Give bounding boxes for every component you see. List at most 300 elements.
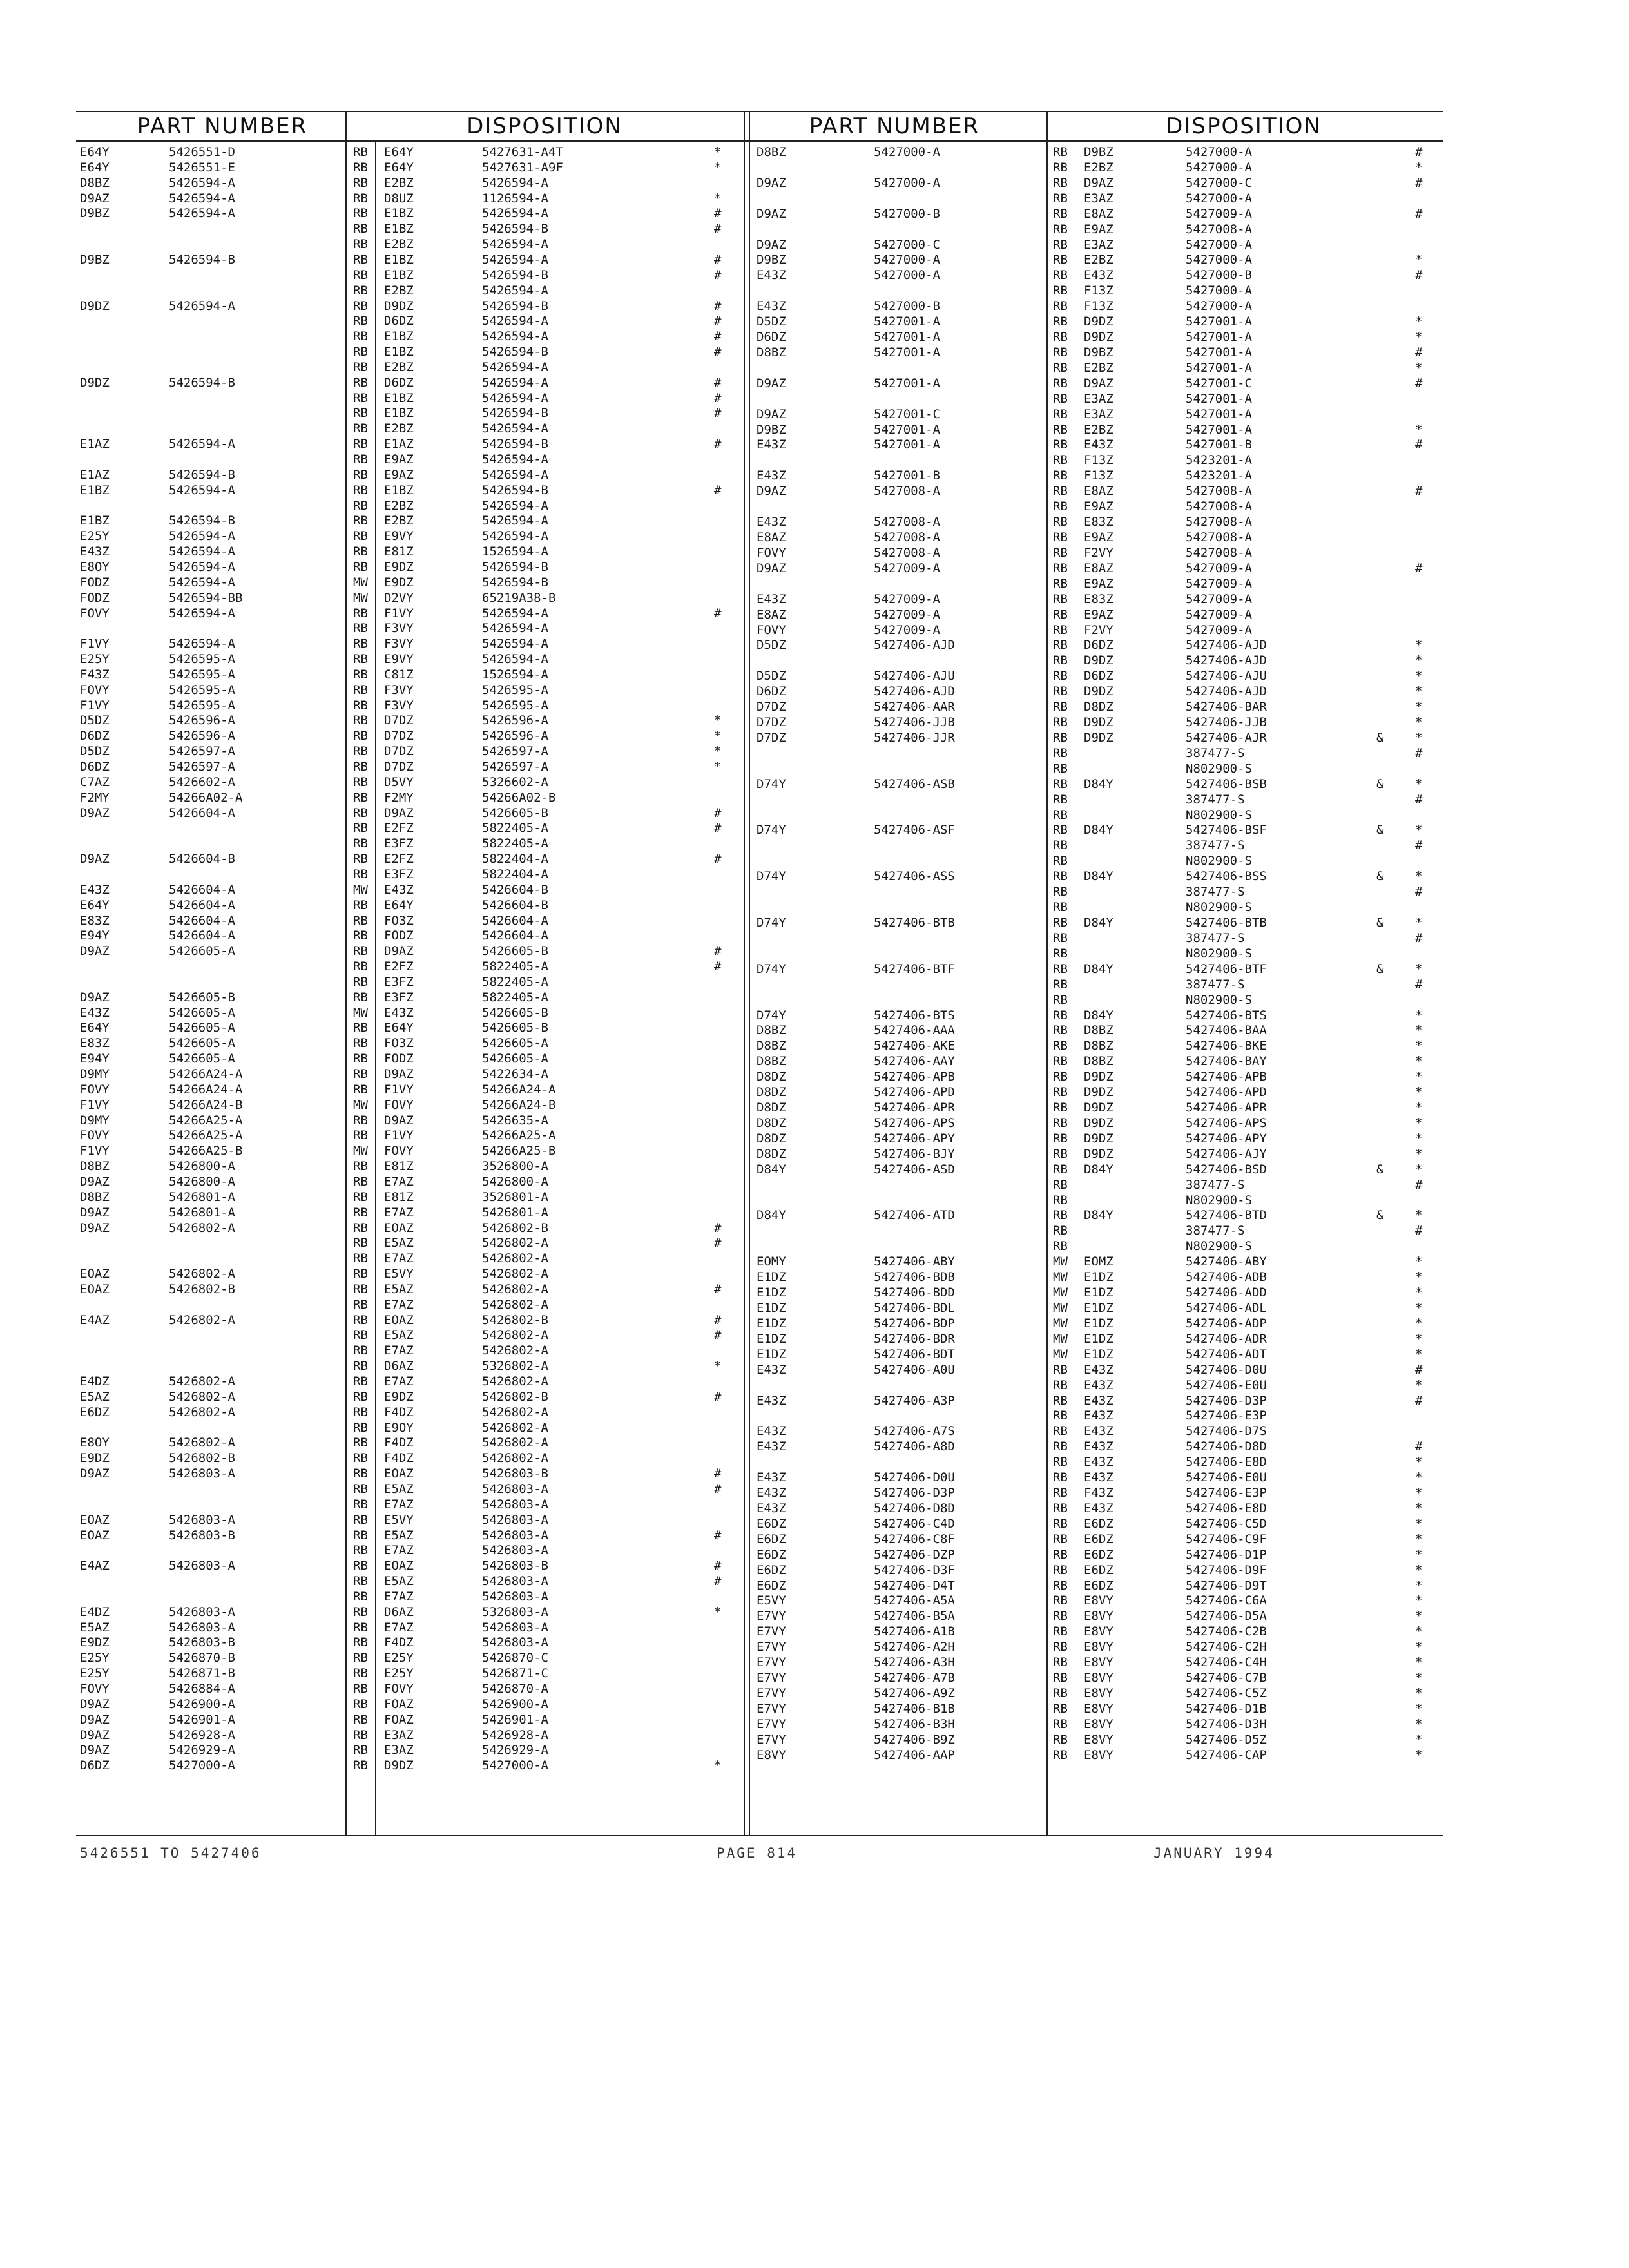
note-mark: # (714, 1328, 722, 1343)
part-code: D9AZ (80, 1727, 110, 1742)
page-range: 5426551 TO 5427406 (80, 1845, 262, 1861)
disposition-type: RB (353, 760, 368, 774)
disposition-type: RB (1053, 268, 1068, 283)
disposition-code: D9AZ (384, 1067, 414, 1081)
disposition-type: RB (1053, 360, 1068, 375)
part-number: 5426605-A (169, 1052, 235, 1066)
disposition-code: F13Z (1084, 284, 1113, 298)
disposition-type: RB (1053, 1716, 1068, 1731)
disposition-type: RB (353, 206, 368, 221)
disposition-number: 5427406-ADR (1186, 1331, 1267, 1346)
note-mark: * (1415, 700, 1423, 715)
note-mark: * (1415, 1023, 1423, 1038)
right-row (0, 1317, 1629, 1330)
part-number: 5427001-A (874, 437, 940, 452)
disposition-type: RB (1053, 977, 1068, 992)
disposition-code: E8AZ (1084, 484, 1113, 499)
note-mark: # (1415, 792, 1423, 807)
disposition-number: 5427406-BTS (1186, 1008, 1267, 1023)
disposition-code: E2BZ (384, 237, 414, 252)
note-mark: * (1415, 360, 1423, 375)
part-code: F43Z (80, 667, 110, 682)
disposition-number: N802900-S (1186, 992, 1252, 1007)
disposition-type: RB (1053, 499, 1068, 514)
right-row (0, 621, 1629, 637)
disposition-type: RB (353, 1651, 368, 1666)
disposition-type: RB (1053, 992, 1068, 1007)
disposition-type: RB (353, 1389, 368, 1404)
right-row (0, 608, 1629, 621)
right-row (0, 546, 1629, 559)
disposition-type: RB (353, 713, 368, 728)
part-number: 5426605-A (169, 1036, 235, 1051)
right-row (0, 1194, 1629, 1207)
disposition-type: RB (1053, 314, 1068, 329)
part-code: E1BZ (80, 483, 110, 497)
disposition-type: RB (1053, 1486, 1068, 1501)
disposition-number: N802900-S (1186, 807, 1252, 822)
disposition-code: E2BZ (384, 360, 414, 374)
right-row (0, 161, 1629, 174)
disposition-number: 5427406-E8D (1186, 1501, 1267, 1515)
note-mark: # (714, 1312, 722, 1327)
part-number: 5427406-BTS (874, 1008, 955, 1023)
note-mark: * (714, 744, 722, 759)
part-code: E43Z (80, 1005, 110, 1020)
disposition-code: F2VY (1084, 622, 1113, 637)
disposition-code: E7AZ (384, 1497, 414, 1512)
part-number: 5427406-BDL (874, 1301, 955, 1315)
disposition-type: RB (353, 790, 368, 805)
part-number: 5426594-A (169, 206, 235, 221)
disposition-number: 5427406-D5Z (1186, 1732, 1267, 1747)
note-mark: # (1415, 1362, 1423, 1377)
part-code: D9AZ (80, 852, 110, 867)
part-number: 5427406-D3F (874, 1562, 955, 1577)
disposition-code: E5AZ (384, 1236, 414, 1251)
part-number: 5426596-A (169, 729, 235, 744)
disposition-code: E3FZ (384, 990, 414, 1004)
disposition-code: E5AZ (384, 1481, 414, 1496)
part-number: 5427406-APY (874, 1131, 955, 1146)
note-mark: # (714, 390, 722, 405)
disposition-number: 5326602-A (482, 774, 548, 789)
disposition-number: 5426929-A (482, 1743, 548, 1758)
note-mark: * (1415, 1347, 1423, 1361)
right-row (0, 731, 1629, 744)
note-mark: * (714, 1604, 722, 1619)
part-number: 5427406-AKE (874, 1039, 955, 1053)
note-mark: * (1415, 1039, 1423, 1053)
part-code: FOVY (80, 1128, 110, 1143)
disposition-code: D7DZ (384, 729, 414, 744)
part-code: E43Z (757, 515, 786, 530)
disposition-code: E5AZ (384, 1282, 414, 1296)
right-row (0, 1425, 1629, 1437)
part-code: EOAZ (80, 1512, 110, 1527)
right-row (0, 1348, 1629, 1361)
part-code: D6DZ (757, 330, 786, 345)
disposition-code: E43Z (1084, 1424, 1113, 1439)
disposition-code: E81Z (384, 544, 414, 559)
part-number: 5427001-A (874, 376, 940, 390)
note-mark: * (714, 713, 722, 728)
disposition-type: RB (1053, 1115, 1068, 1130)
note-mark: # (714, 406, 722, 421)
disposition-code: E8AZ (1084, 561, 1113, 575)
part-code: D8BZ (80, 1189, 110, 1204)
right-row (0, 269, 1629, 282)
disposition-number: 5427001-A (1186, 314, 1252, 329)
disposition-number: 5426594-A (482, 637, 548, 651)
disposition-code: E9AZ (1084, 530, 1113, 544)
part-number: 5427000-A (874, 253, 940, 267)
disposition-number: 5427008-A (1186, 515, 1252, 530)
part-number: 5427406-AJD (874, 684, 955, 699)
disposition-number: 65219A38-B (482, 590, 556, 605)
disposition-code: EOAZ (384, 1466, 414, 1481)
disposition-type: RB (1053, 1732, 1068, 1747)
part-code: E64Y (80, 160, 110, 175)
right-row (0, 944, 1629, 961)
disposition-code: E43Z (1084, 1470, 1113, 1485)
disposition-type: RB (1053, 1640, 1068, 1655)
disposition-code: D9DZ (384, 298, 414, 313)
part-code: E83Z (80, 1036, 110, 1051)
disposition-code: E8VY (1084, 1686, 1113, 1700)
disposition-code: E43Z (384, 882, 414, 897)
note-mark: * (1415, 669, 1423, 684)
disposition-type: RB (353, 729, 368, 744)
disposition-type: RB (353, 1451, 368, 1466)
part-number: 54266A02-A (169, 790, 243, 805)
disposition-code: E43Z (1084, 1439, 1113, 1454)
disposition-number: 5426802-B (482, 1389, 548, 1404)
disposition-code: E2FZ (384, 959, 414, 974)
disposition-code: F2MY (384, 790, 414, 805)
note-mark: * (1415, 684, 1423, 699)
part-number: 5427406-ATD (874, 1208, 955, 1223)
part-code: E4AZ (80, 1312, 110, 1327)
disposition-type: RB (1053, 792, 1068, 807)
part-code: E7VY (757, 1671, 786, 1686)
disposition-code: E2BZ (1084, 160, 1113, 175)
right-row (0, 485, 1629, 497)
part-number: 5427406-ASB (874, 776, 955, 791)
disposition-type: RB (353, 559, 368, 574)
disposition-type: RB (1053, 453, 1068, 468)
disposition-code: F3VY (384, 698, 414, 713)
disposition-number: 5427406-C2B (1186, 1624, 1267, 1639)
disposition-number: 5326802-A (482, 1359, 548, 1374)
disposition-number: 5426594-A (482, 283, 548, 298)
note-mark: # (714, 1389, 722, 1404)
disposition-number: 5426803-A (482, 1635, 548, 1650)
disposition-code: D8BZ (1084, 1039, 1113, 1053)
note-mark: # (714, 1574, 722, 1589)
disposition-type: RB (353, 498, 368, 513)
part-number: 5426594-A (169, 483, 235, 497)
disposition-code: E43Z (1084, 437, 1113, 452)
part-code: E5VY (757, 1593, 786, 1608)
disposition-number: 5426594-A (482, 452, 548, 466)
disposition-number: 5822404-A (482, 852, 548, 867)
disposition-type: MW (1053, 1331, 1068, 1346)
right-row (0, 392, 1629, 405)
part-number: 5426594-A (169, 191, 235, 206)
part-number: 5426800-A (169, 1159, 235, 1174)
disposition-number: 5427406-APS (1186, 1115, 1267, 1130)
disposition-code: C81Z (384, 667, 414, 682)
right-row (0, 654, 1629, 667)
part-code: D9AZ (80, 990, 110, 1004)
bottom-rule (76, 1835, 1443, 1836)
disposition-number: 5426594-B (482, 483, 548, 497)
note-mark: * (1415, 1316, 1423, 1331)
disposition-number: 5426595-A (482, 682, 548, 697)
left-disposition-header: DISPOSITION (467, 113, 622, 139)
note-mark: * (1415, 1331, 1423, 1346)
note-mark: # (1415, 1177, 1423, 1192)
disposition-number: 5427001-A (1186, 330, 1252, 345)
disposition-code: D9AZ (384, 1113, 414, 1128)
disposition-number: 5427001-B (1186, 437, 1252, 452)
right-row (0, 762, 1629, 775)
disposition-code: F4DZ (384, 1436, 414, 1450)
part-number: 5426594-B (169, 375, 235, 390)
disposition-number: 5427406-D1B (1186, 1701, 1267, 1716)
disposition-type: RB (1053, 1378, 1068, 1392)
note-mark: * (1415, 823, 1423, 838)
disposition-type: RB (1053, 330, 1068, 345)
part-code: D9MY (80, 1067, 110, 1081)
disposition-number: 5426803-A (482, 1497, 548, 1512)
disposition-code: E83Z (1084, 515, 1113, 530)
right-disposition-header: DISPOSITION (1166, 113, 1322, 139)
disposition-number: 5427406-C5Z (1186, 1686, 1267, 1700)
note-mark: * (1415, 1578, 1423, 1593)
disposition-type: RB (353, 1620, 368, 1635)
part-code: E1DZ (757, 1270, 786, 1285)
note-mark: * (1415, 1146, 1423, 1161)
note-mark: # (714, 1528, 722, 1542)
disposition-code: F3VY (384, 637, 414, 651)
part-number: 54266A25-A (169, 1128, 243, 1143)
disposition-number: 5426596-A (482, 729, 548, 744)
part-number: 5427406-ASD (874, 1162, 955, 1177)
disposition-number: 5426594-A (482, 175, 548, 190)
disposition-number: 5426802-A (482, 1343, 548, 1358)
disposition-code: F1VY (384, 1128, 414, 1143)
disposition-code: E9AZ (384, 452, 414, 466)
disposition-code: D9DZ (1084, 715, 1113, 730)
disposition-code: D84Y (1084, 1208, 1113, 1223)
right-row (0, 577, 1629, 590)
note-mark: * (714, 191, 722, 206)
part-code: E1DZ (757, 1301, 786, 1315)
note-mark: # (1415, 376, 1423, 390)
part-number: 5427406-C8F (874, 1532, 955, 1546)
part-number: 5426802-A (169, 1405, 235, 1419)
note-mark: * (1415, 1532, 1423, 1546)
right-row (0, 805, 1629, 822)
part-number: 5426802-A (169, 1220, 235, 1235)
disposition-type: RB (1053, 345, 1068, 360)
part-number: 5427009-A (874, 622, 940, 637)
disposition-code: E7AZ (384, 1205, 414, 1220)
disposition-code: D6DZ (384, 375, 414, 390)
part-number: 5427406-BJY (874, 1146, 955, 1161)
part-number: 5427001-A (874, 422, 940, 437)
part-code: E1AZ (80, 467, 110, 482)
part-number: 5426884-A (169, 1682, 235, 1696)
disposition-number: 5427406-E0U (1186, 1378, 1267, 1392)
part-code: D9AZ (80, 805, 110, 820)
disposition-number: 5427406-BTD (1186, 1208, 1267, 1223)
part-number: 5427406-JJB (874, 715, 955, 730)
part-code: FOVY (757, 545, 786, 560)
part-code: E43Z (757, 591, 786, 606)
right-row (0, 932, 1629, 945)
note-mark: * (1415, 1208, 1423, 1223)
part-number: 5426596-A (169, 713, 235, 728)
disposition-number: 1526594-A (482, 544, 548, 559)
disposition-type: RB (353, 1205, 368, 1220)
disposition-type: RB (353, 360, 368, 374)
disposition-type: RB (353, 1543, 368, 1558)
right-row (0, 1702, 1629, 1715)
disposition-code: D7DZ (384, 760, 414, 774)
part-number: 5427008-A (874, 484, 940, 499)
part-number: 5427406-D0U (874, 1470, 955, 1485)
disposition-number: 5426605-B (482, 944, 548, 959)
disposition-type: RB (353, 1267, 368, 1282)
right-row (0, 1163, 1629, 1176)
disposition-type: RB (1053, 160, 1068, 175)
disposition-code: E7AZ (384, 1174, 414, 1189)
part-code: D5DZ (80, 744, 110, 759)
disposition-number: 5427406-C4H (1186, 1655, 1267, 1670)
right-row (0, 1471, 1629, 1484)
disposition-type: RB (1053, 776, 1068, 791)
part-code: EOAZ (80, 1267, 110, 1282)
note-mark: # (714, 1466, 722, 1481)
part-number: 5427406-D4T (874, 1578, 955, 1593)
disposition-type: RB (1053, 206, 1068, 221)
part-code: E43Z (757, 437, 786, 452)
ampersand-mark: & (1376, 961, 1384, 976)
disposition-type: RB (353, 898, 368, 912)
disposition-code: D9DZ (1084, 314, 1113, 329)
part-number: 5426803-A (169, 1559, 235, 1573)
note-mark: * (1415, 422, 1423, 437)
note-mark: * (1415, 1516, 1423, 1531)
disposition-number: 5426594-A (482, 237, 548, 252)
part-number: 5427406-B5A (874, 1609, 955, 1624)
disposition-code: F4DZ (384, 1451, 414, 1466)
disposition-code: E83Z (1084, 591, 1113, 606)
part-code: D6DZ (80, 1758, 110, 1773)
part-number: 5427406-A3H (874, 1655, 955, 1670)
disposition-type: RB (353, 698, 368, 713)
note-mark: # (1415, 838, 1423, 853)
disposition-number: 5427406-BSF (1186, 823, 1267, 838)
part-number: 5427009-A (874, 607, 940, 622)
disposition-code: E7AZ (384, 1543, 414, 1558)
disposition-number: 5426594-A (482, 652, 548, 667)
disposition-type: RB (1053, 715, 1068, 730)
part-number: 5427406-ASS (874, 869, 955, 884)
part-code: F1VY (80, 1097, 110, 1112)
disposition-code: EOAZ (384, 1559, 414, 1573)
disposition-code: E8VY (1084, 1716, 1113, 1731)
disposition-number: 5427406-ADT (1186, 1347, 1267, 1361)
right-row (0, 1178, 1629, 1191)
disposition-type: RB (353, 1574, 368, 1589)
disposition-code: E6DZ (1084, 1547, 1113, 1562)
disposition-code: D9AZ (1084, 175, 1113, 190)
note-mark: * (1415, 1270, 1423, 1285)
disposition-number: 5427406-C5D (1186, 1516, 1267, 1531)
disposition-code: E3AZ (1084, 407, 1113, 421)
disposition-code: D9DZ (1084, 730, 1113, 745)
disposition-number: 5427406-JJB (1186, 715, 1267, 730)
disposition-type: RB (353, 867, 368, 881)
disposition-code: EOMZ (1084, 1254, 1113, 1269)
disposition-code: E43Z (384, 1005, 414, 1020)
disposition-type: RB (353, 1512, 368, 1527)
disposition-number: 5426594-B (482, 267, 548, 282)
part-number: 5426594-A (169, 437, 235, 452)
disposition-number: 387477-S (1186, 1224, 1245, 1238)
disposition-type: RB (1053, 1023, 1068, 1038)
disposition-code: E2FZ (384, 821, 414, 836)
disposition-code: E3FZ (384, 867, 414, 881)
ampersand-mark: & (1376, 823, 1384, 838)
note-mark: # (714, 852, 722, 867)
disposition-number: 5427000-B (1186, 268, 1252, 283)
note-mark: # (714, 805, 722, 820)
right-row (0, 1610, 1629, 1622)
note-mark: # (714, 298, 722, 313)
disposition-type: MW (353, 590, 368, 605)
part-code: EOAZ (80, 1282, 110, 1296)
note-mark: # (714, 606, 722, 620)
disposition-type: RB (1053, 1578, 1068, 1593)
disposition-code: D9AZ (384, 944, 414, 959)
part-number: 5427000-A (169, 1758, 235, 1773)
disposition-number: 1126594-A (482, 191, 548, 206)
disposition-code: E3AZ (384, 1727, 414, 1742)
disposition-code: E9AZ (1084, 576, 1113, 591)
note-mark: * (1415, 1470, 1423, 1485)
part-number: 5426801-A (169, 1205, 235, 1220)
note-mark: * (1415, 1547, 1423, 1562)
disposition-code: D6DZ (1084, 638, 1113, 653)
disposition-type: RB (353, 1682, 368, 1696)
disposition-type: RB (1053, 1131, 1068, 1146)
disposition-type: RB (353, 836, 368, 851)
part-code: E25Y (80, 529, 110, 544)
part-code: D9AZ (80, 944, 110, 959)
right-row (0, 774, 1629, 791)
disposition-number: 5427000-A (1186, 299, 1252, 314)
disposition-type: RB (1053, 1532, 1068, 1546)
note-mark: * (1415, 314, 1423, 329)
part-code: E25Y (80, 1666, 110, 1681)
part-code: D8DZ (757, 1070, 786, 1084)
note-mark: * (1415, 1070, 1423, 1084)
